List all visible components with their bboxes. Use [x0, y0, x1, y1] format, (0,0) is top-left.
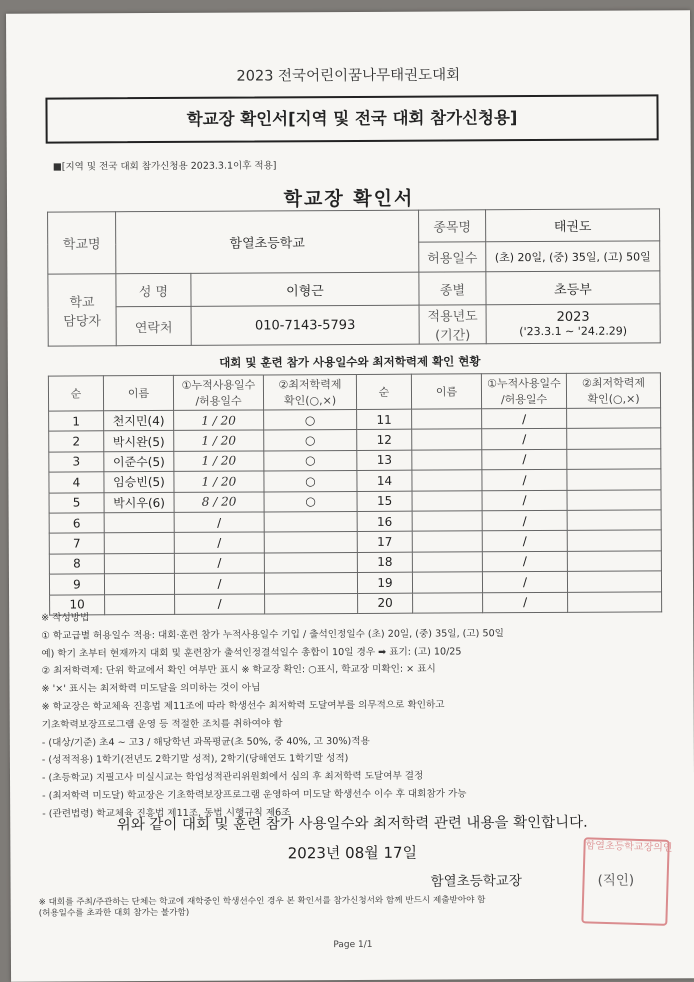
row-days: / [174, 532, 264, 553]
row-no: 8 [49, 554, 104, 575]
year-value: 2023 [556, 309, 590, 325]
row-check: ○ [264, 409, 357, 430]
instruction-line: 기초학력보장프로그램 운영 등 적절한 조치를 취하여야 함 [41, 718, 283, 731]
row-check: ○ [264, 430, 357, 451]
row-days: / [174, 573, 264, 594]
row-no: 18 [357, 552, 412, 573]
page-number: Page 1/1 [333, 939, 373, 951]
row-check [567, 551, 661, 572]
row-name: 천지민(4) [104, 410, 174, 431]
row-check [264, 552, 357, 573]
header-name: 이름 [103, 375, 173, 410]
header-days-line2: /허용일수 [195, 394, 242, 408]
row-no: 3 [49, 452, 104, 473]
row-name: 박시완(5) [104, 431, 174, 452]
year-label-line2: (기간) [435, 328, 471, 344]
row-no: 15 [357, 491, 412, 512]
row-check [264, 573, 357, 594]
header-days-right-line2: /허용일수 [500, 392, 548, 407]
row-check: ○ [264, 471, 357, 492]
category-value: 초등부 [486, 271, 660, 305]
event-label: 종목명 [419, 210, 486, 242]
principal-signature: 함열초등학교장 [430, 873, 522, 890]
row-days: / [482, 490, 567, 511]
document-page [6, 10, 694, 982]
instruction-line: ※ '×' 표시는 최저학력 미도달을 의미하는 것이 아님 [41, 682, 261, 695]
row-no: 11 [357, 409, 412, 430]
row-days: / [482, 531, 567, 552]
row-check [567, 571, 661, 592]
year-label [419, 305, 486, 344]
row-name [412, 511, 482, 532]
table-header-row [48, 373, 660, 411]
row-name: 이준수(5) [104, 451, 174, 472]
year-cell [486, 304, 660, 344]
row-no: 9 [49, 574, 104, 595]
instruction-line: - (관련법령) 학교체육 진흥법 제11조, 동법 시행규칙 제6조 [42, 807, 291, 820]
header-days [173, 375, 263, 410]
row-name [104, 533, 174, 554]
row-name [412, 490, 482, 511]
header-check-line1: ②최저학력제 [278, 378, 342, 392]
row-days: / [482, 470, 567, 491]
instruction-line: - (초등학교) 지필고사 미실시교는 학업성적관리위원회에서 심의 후 최저학력 도달여부 결정 [41, 770, 424, 784]
row-days: 1 / 20 [174, 451, 264, 472]
manager-label [48, 274, 116, 346]
event-name: 태권도 [486, 209, 660, 242]
confirmation-statement: 위와 같이 대회 및 훈련 참가 사용일수와 최저학력 관련 내용을 확인합니다. [116, 814, 588, 834]
instruction-line: 예) 학기 초부터 현재까지 대회 및 훈련참가 출석인정결석일수 총합이 10일 경우 ➡ 표기: (고) 10/25 [41, 646, 462, 660]
header-days-line1: ①누적사용일수 [181, 378, 256, 392]
event-title: 2023 전국어린이꿈나무태권도대회 [236, 67, 461, 85]
row-no: 16 [357, 511, 412, 532]
row-days: / [483, 592, 568, 613]
instruction-line: ※ 작성방법 [41, 612, 90, 624]
school-label: 학교명 [48, 212, 116, 274]
row-no: 14 [357, 470, 412, 491]
year-label-line1: 적용년도 [427, 309, 478, 325]
row-days: / [482, 551, 567, 572]
document-date: 2023년 08월 17일 [287, 843, 418, 863]
year-range: ('23.3.1 ~ '24.2.29) [519, 324, 628, 339]
row-name [104, 574, 174, 595]
row-no: 17 [357, 532, 412, 553]
row-no: 12 [357, 430, 412, 451]
name-label: 성 명 [116, 273, 191, 306]
row-no: 19 [357, 572, 412, 593]
row-name [412, 470, 482, 491]
row-name [104, 512, 174, 533]
applicability-note: ■[지역 및 전국 대회 참가신청용 2023.3.1이후 적용] [52, 160, 277, 173]
header-check-right-line2: 확인(○,×) [587, 392, 640, 406]
row-no: 4 [49, 472, 104, 493]
row-name [412, 429, 482, 450]
seal-label: (직인) [597, 872, 635, 889]
header-check-right [566, 373, 660, 408]
row-name: 박시우(6) [104, 492, 174, 513]
row-no: 10 [50, 594, 105, 615]
header-days-right [481, 373, 566, 408]
row-check [567, 408, 661, 429]
manager-label-line1: 학교 [69, 294, 95, 310]
header-check-right-line1: ②최저학력제 [581, 376, 645, 390]
instruction-line: ※ 학교장은 학교체육 진흥법 제11조에 따라 학생선수 최저학력 도달여부를 의무적으로 확인하고 [41, 699, 445, 713]
row-days: 1 / 20 [174, 471, 264, 492]
instruction-line: ① 학교급별 허용일수 적용: 대회·훈련 참가 누적사용일수 기입 / 출석인정일수 (초) 20일, (중) 35일, (고) 50일 [41, 627, 504, 642]
row-name [412, 531, 482, 552]
row-days: / [174, 512, 264, 533]
row-check [264, 532, 357, 553]
row-days: / [175, 593, 265, 614]
section-title: 대회 및 훈련 참가 사용일수와 최저학력제 확인 현황 [219, 354, 481, 370]
manager-label-line2: 담당자 [63, 313, 101, 329]
footnote [39, 895, 486, 919]
attendance-table [48, 372, 662, 615]
row-no: 1 [49, 411, 104, 432]
row-name [104, 553, 174, 574]
row-days: 1 / 20 [174, 430, 264, 451]
row-no: 6 [49, 513, 104, 534]
row-no: 13 [357, 450, 412, 471]
instruction-line: ② 최저학력제: 단위 학교에서 확인 여부만 표시 ※ 학교장 확인: ○표시, 학교장 미확인: × 표시 [41, 663, 436, 678]
manager-name: 이형근 [191, 272, 419, 306]
allowed-days-value: (초) 20일, (중) 35일, (고) 50일 [486, 241, 660, 272]
contact-label: 연락처 [116, 306, 191, 345]
row-no: 20 [358, 593, 413, 614]
row-check [264, 511, 357, 532]
row-days: / [482, 449, 567, 470]
header-days-right-line1: ①누적사용일수 [487, 376, 561, 391]
row-check [567, 428, 661, 449]
school-name: 함열초등학교 [116, 210, 419, 274]
header-name-right: 이름 [411, 374, 481, 409]
row-no: 2 [49, 431, 104, 452]
info-table [47, 208, 661, 346]
category-label: 종별 [419, 272, 486, 305]
row-no: 7 [49, 533, 104, 554]
row-days: / [482, 408, 567, 429]
row-name [412, 409, 482, 430]
document-title: 학교장 확인서 [283, 187, 415, 211]
row-name [412, 450, 482, 471]
row-check: ○ [264, 491, 357, 512]
row-check [567, 489, 661, 510]
official-seal: 함열초등학교장의인 [581, 837, 670, 926]
row-name [412, 552, 482, 573]
row-check: ○ [264, 450, 357, 471]
row-check [567, 449, 661, 470]
row-days: 1 / 20 [174, 410, 264, 431]
contact-value: 010-7143-5793 [191, 305, 419, 345]
instruction-line: - (대상/기준) 초4 ~ 고3 / 해당학년 과목평균(초 50%, 중 40%, 고 30%)적용 [41, 735, 370, 749]
row-check [567, 530, 661, 551]
row-days: / [482, 571, 567, 592]
instruction-line: - (최저학력 미도달) 학교장은 기초학력보장프로그램 운영하여 미도달 학생선수 이수 후 대회참가 가능 [42, 788, 467, 802]
header-no-right: 순 [356, 374, 411, 409]
row-check [567, 510, 661, 531]
instructions [41, 606, 682, 823]
row-days: / [482, 429, 567, 450]
row-no: 5 [49, 492, 104, 513]
header-check [263, 374, 356, 409]
row-days: / [482, 510, 567, 531]
row-name [412, 572, 482, 593]
row-name: 임승빈(5) [104, 472, 174, 493]
footnote-line1: ※ 대회를 주최/주관하는 단체는 학교에 재학중인 학생선수인 경우 본 확인서를 참가신청서와 함께 반드시 제출받아야 함 [38, 895, 486, 908]
row-check [567, 469, 661, 490]
row-days: / [174, 553, 264, 574]
footnote-line2: (허용일수를 초과한 대회 참가는 불가함) [38, 907, 190, 919]
row-days: 8 / 20 [174, 492, 264, 513]
allowed-days-label: 허용일수 [419, 242, 486, 272]
instruction-line: - (성적적용) 1학기(전년도 2학기말 성적), 2학기(당해연도 1학기말 성적) [41, 753, 349, 766]
header-no: 순 [48, 376, 103, 411]
header-check-line2: 확인(○,×) [283, 394, 337, 408]
form-title: 학교장 확인서[지역 및 전국 대회 참가신청용] [45, 94, 658, 143]
